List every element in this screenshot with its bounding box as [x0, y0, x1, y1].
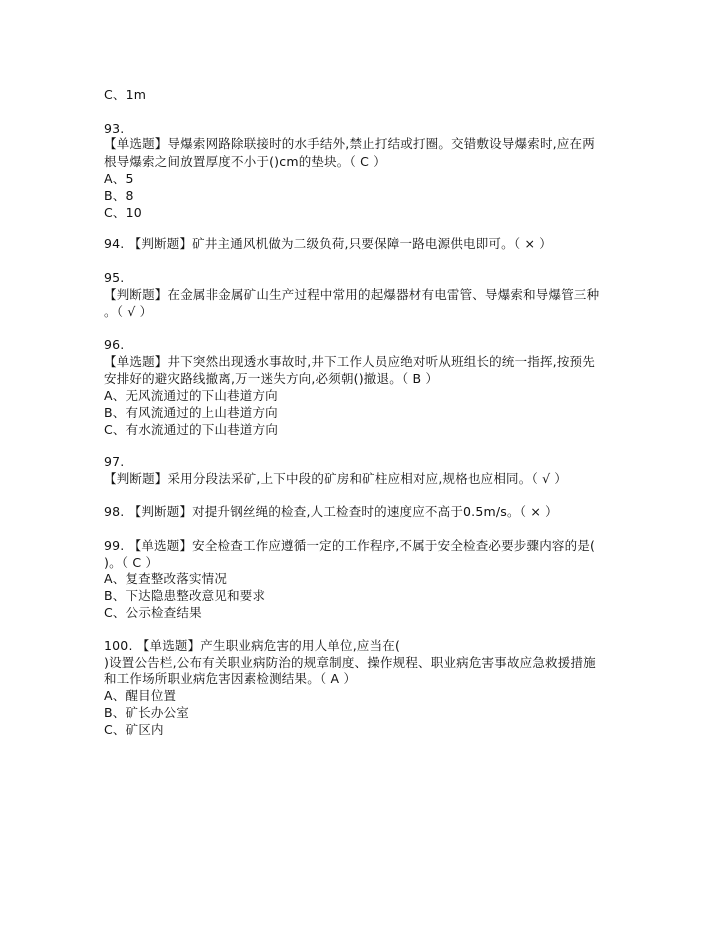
q96-option-c: C、有水流通过的下山巷道方向	[104, 422, 279, 437]
q96-option-b: B、有风流通过的上山巷道方向	[104, 405, 278, 420]
q100-option-b: B、矿长办公室	[104, 705, 189, 720]
q99-option-a: A、复查整改落实情况	[104, 571, 228, 586]
q93-option-b: B、8	[104, 188, 134, 203]
q100-text-line3: 和工作场所职业病危害因素检测结果。（ A ）	[104, 671, 357, 686]
q98-text: 98. 【判断题】对提升钢丝绳的检查,人工检查时的速度应不高于0.5m/s。（ × ）	[104, 504, 558, 519]
q93-text-line1: 【单选题】导爆索网路除联接时的水手结外,禁止打结或打圈。交错敷设导爆索时,应在两	[104, 136, 595, 151]
q97-text-line1: 【判断题】采用分段法采矿,上下中段的矿房和矿柱应相对应,规格也应相同。（ √ ）	[104, 471, 568, 486]
q100-text-line2: )设置公告栏,公布有关职业病防治的规章制度、操作规程、职业病危害事故应急救援措施	[104, 655, 596, 670]
q93-text-line2: 根导爆索之间放置厚度不小于()cm的垫块。（ C ）	[104, 154, 386, 169]
q96-text-line2: 安排好的避灾路线撤离,万一迷失方向,必须朝()撤退。（ B ）	[104, 371, 439, 386]
q99-option-b: B、下达隐患整改意见和要求	[104, 588, 266, 603]
q99-text-line1: 99. 【单选题】安全检查工作应遵循一定的工作程序,不属于安全检查必要步骤内容的是(	[104, 538, 596, 553]
q94-text: 94. 【判断题】矿井主通风机做为二级负荷,只要保障一路电源供电即可。（ × ）	[104, 236, 552, 251]
q99-option-c: C、公示检查结果	[104, 605, 202, 620]
q100-option-a: A、醒目位置	[104, 688, 177, 703]
q96-text-line1: 【单选题】井下突然出现透水事故时,井下工作人员应绝对听从班组长的统一指挥,按预先	[104, 354, 595, 369]
q100-text-line1: 100. 【单选题】产生职业病危害的用人单位,应当在(	[104, 638, 401, 653]
q96-number: 96.	[104, 337, 125, 352]
q93-option-c: C、10	[104, 205, 142, 220]
q95-text-line1: 【判断题】在金属非金属矿山生产过程中常用的起爆器材有电雷管、导爆索和导爆管三种	[104, 287, 600, 302]
q93-number: 93.	[104, 121, 125, 136]
q97-number: 97.	[104, 454, 125, 469]
q96-option-a: A、无风流通过的下山巷道方向	[104, 388, 278, 403]
q95-text-line2: 。（ √ ）	[104, 304, 153, 319]
q93-option-a: A、5	[104, 171, 134, 186]
q100-option-c: C、矿区内	[104, 722, 164, 737]
option-c-q92: C、1m	[104, 87, 147, 102]
q95-number: 95.	[104, 270, 125, 285]
q99-text-line2: )。（ C ）	[104, 555, 159, 570]
